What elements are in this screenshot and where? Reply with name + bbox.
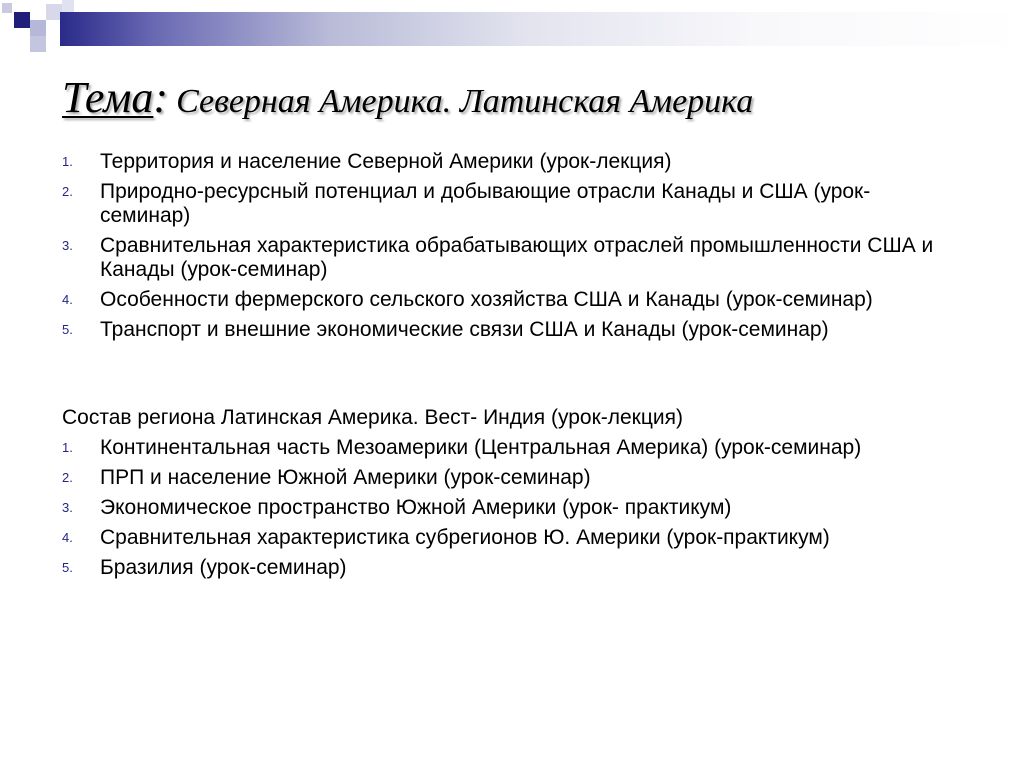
slide-title bbox=[62, 72, 1002, 123]
corner-square-light bbox=[30, 36, 46, 52]
header-gradient-band bbox=[60, 12, 1024, 46]
title-lead: Тема bbox=[62, 73, 154, 122]
list-item bbox=[62, 526, 957, 550]
corner-square-light bbox=[2, 3, 12, 13]
latin-america-section-heading: Состав региона Латинская Америка. Вест- Индия (урок-лекция) bbox=[62, 406, 683, 429]
list-item-number: 2. bbox=[62, 470, 73, 485]
list-item bbox=[62, 466, 957, 490]
corner-square-light bbox=[30, 20, 46, 36]
north-america-lesson-list bbox=[62, 150, 957, 342]
list-item bbox=[62, 180, 957, 228]
list-item-text: Транспорт и внешние экономические связи США и Канады (урок-семинар) bbox=[100, 318, 829, 341]
list-item bbox=[62, 318, 957, 342]
list-item-text: Сравнительная характеристика субрегионов Ю. Америки (урок-практикум) bbox=[100, 526, 830, 549]
list-item-number: 1. bbox=[62, 440, 73, 455]
latin-america-lesson-list bbox=[62, 436, 957, 580]
list-item-text: Сравнительная характеристика обрабатывающих отраслей промышленности США и Канады (урок-семинар) bbox=[100, 234, 934, 281]
list-item-text: Бразилия (урок-семинар) bbox=[100, 556, 347, 579]
list-item-text: Территория и население Северной Америки (урок-лекция) bbox=[100, 150, 672, 173]
list-item-number: 3. bbox=[62, 238, 73, 253]
list-item-number: 5. bbox=[62, 560, 73, 575]
title-rest: Северная Америка. Латинская Америка bbox=[176, 83, 754, 120]
list-item bbox=[62, 436, 957, 460]
corner-square-dark bbox=[14, 12, 30, 28]
list-item-text: Экономическое пространство Южной Америки (урок- практикум) bbox=[100, 496, 732, 519]
list-item-text: Особенности фермерского сельского хозяйства США и Канады (урок-семинар) bbox=[100, 288, 873, 311]
list-item-number: 4. bbox=[62, 292, 73, 307]
list-item-number: 2. bbox=[62, 184, 73, 199]
list-item-number: 4. bbox=[62, 530, 73, 545]
list-item-text: ПРП и население Южной Америки (урок-семинар) bbox=[100, 466, 591, 489]
list-item-number: 1. bbox=[62, 154, 73, 169]
slide-content bbox=[62, 150, 957, 586]
list-item bbox=[62, 150, 957, 174]
list-item-number: 5. bbox=[62, 322, 73, 337]
list-item-number: 3. bbox=[62, 500, 73, 515]
title-colon: : bbox=[153, 73, 169, 122]
list-item-text: Континентальная часть Мезоамерики (Центральная Америка) (урок-семинар) bbox=[100, 436, 862, 459]
list-item-text: Природно-ресурсный потенциал и добывающие отрасли Канады и США (урок-семинар) bbox=[100, 180, 871, 227]
corner-square-light bbox=[62, 0, 74, 12]
list-item bbox=[62, 288, 957, 312]
list-item bbox=[62, 496, 957, 520]
section-spacer bbox=[62, 348, 957, 406]
list-item bbox=[62, 234, 957, 282]
list-item bbox=[62, 556, 957, 580]
